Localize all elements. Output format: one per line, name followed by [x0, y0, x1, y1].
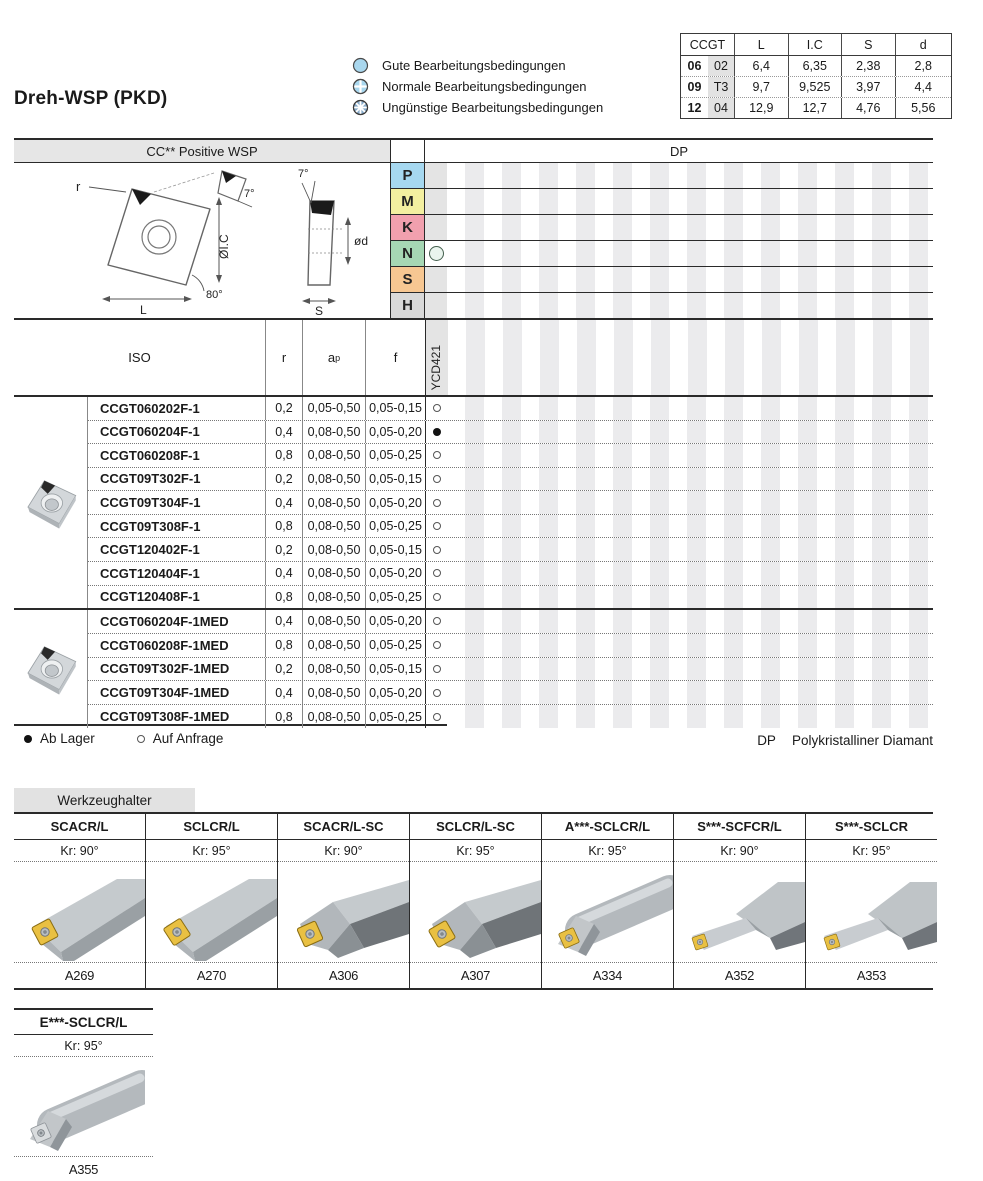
feed-value: 0,05-0,20: [365, 610, 425, 633]
cutting-depth-value: 0,08-0,50: [302, 586, 365, 609]
iso-class-row-p: [390, 163, 933, 189]
iso-class-letter: S: [390, 267, 425, 292]
toolholder-page-ref: A353: [856, 968, 887, 983]
iso-class-row-k: [390, 215, 933, 241]
insert-technical-drawing: [14, 163, 390, 318]
extra-toolholder-photo: [14, 1057, 153, 1157]
cutting-depth-value: 0,08-0,50: [302, 610, 365, 633]
toolholder-page-ref: A269: [64, 968, 95, 983]
empty-grade-columns: [447, 562, 933, 585]
dimension-table-header-row: [681, 34, 951, 56]
grade-suitability-cell: [425, 293, 447, 318]
value-s: 3,97: [842, 77, 896, 97]
page-title: Dreh-WSP (PKD): [14, 88, 168, 109]
dp-abbr: DP: [757, 733, 776, 748]
insert-designation: CCGT09T308F-1MED: [100, 709, 230, 725]
value-ic: 12,7: [789, 98, 843, 118]
empty-grade-columns: [447, 468, 933, 491]
insert-designation: CCGT060208F-1MED: [100, 637, 229, 653]
cutting-depth-value: 0,08-0,50: [302, 491, 365, 514]
availability-cell: [425, 634, 447, 657]
feed-value: 0,05-0,20: [365, 562, 425, 585]
cutting-tip-side: [310, 201, 334, 215]
size-code: 09: [687, 80, 702, 94]
iso-class-letter: M: [390, 189, 425, 214]
iso-class-section: [14, 163, 933, 320]
on-request-marker-icon: [433, 713, 441, 721]
dp-text: Polykristalliner Diamant: [791, 733, 933, 748]
corner-radius-value: 0,8: [265, 705, 302, 728]
toolholder-name: S***-SCLCR: [806, 814, 937, 840]
availability-cell: [425, 397, 447, 420]
value-d: 4,4: [914, 80, 932, 94]
label-rake-angle-front: 7°: [244, 188, 255, 200]
toolholder-kr-angle: Kr: 95°: [410, 840, 541, 862]
toolholder-name: SCACR/L-SC: [278, 814, 409, 840]
feed-value: 0,05-0,20: [365, 491, 425, 514]
toolholder-page-ref: A270: [196, 968, 227, 983]
insert-designation: CCGT09T304F-1MED: [100, 685, 230, 701]
column-header-ccgt: CCGT: [681, 34, 735, 55]
insert-designation: CCGT120404F-1: [100, 565, 200, 581]
feed-value: 0,05-0,25: [365, 705, 425, 728]
insert-group: [14, 397, 933, 610]
empty-grade-columns: [447, 444, 933, 467]
toolholder-column: [674, 814, 806, 988]
feed-value: 0,05-0,15: [365, 658, 425, 681]
feed-value: 0,05-0,25: [365, 634, 425, 657]
insert-group-rows: [88, 397, 933, 608]
thickness-code: 02: [708, 56, 735, 76]
corner-radius-value: 0,2: [265, 397, 302, 420]
iso-class-row-s: [390, 267, 933, 293]
feed-value: 0,05-0,15: [365, 397, 425, 420]
toolholder-photo: [146, 862, 277, 963]
toolholder-photo: [410, 862, 541, 963]
toolholders-table: [14, 812, 933, 990]
empty-grade-columns: [447, 397, 933, 420]
on-request-marker-icon: [433, 665, 441, 673]
empty-grade-columns: [447, 241, 933, 266]
availability-cell: [425, 491, 447, 514]
insert-row: [88, 562, 933, 586]
feed-value: 0,05-0,25: [365, 515, 425, 538]
corner-radius-value: 0,4: [265, 491, 302, 514]
grade-suitability-cell: [425, 267, 447, 292]
good-conditions-icon: [352, 57, 369, 74]
insert-designation: CCGT09T302F-1MED: [100, 661, 230, 677]
column-header-iso: ISO: [128, 350, 151, 365]
insert-row: [88, 515, 933, 539]
thickness-code: 04: [708, 98, 735, 118]
empty-grade-columns: [448, 320, 933, 395]
availability-cell: [425, 421, 447, 444]
corner-radius-value: 0,8: [265, 586, 302, 609]
in-stock-marker-icon: [433, 428, 441, 436]
toolholder-kr-angle: Kr: 95°: [542, 840, 673, 862]
cutting-depth-value: 0,08-0,50: [302, 444, 365, 467]
insert-designation: CCGT09T304F-1: [100, 495, 201, 511]
size-code: 12: [687, 101, 702, 115]
insert-photo: [14, 397, 88, 608]
feed-value: 0,05-0,15: [365, 538, 425, 561]
empty-grade-columns: [447, 293, 933, 318]
toolholder-name: S***-SCFCR/L: [674, 814, 805, 840]
corner-radius-value: 0,4: [265, 562, 302, 585]
insert-designation: CCGT060202F-1: [100, 400, 200, 416]
value-l: 12,9: [735, 98, 789, 118]
column-header-ic: I.C: [789, 34, 843, 55]
on-request-marker-icon: [433, 546, 441, 554]
grade-suitability-cell: [425, 215, 447, 240]
corner-radius-value: 0,4: [265, 421, 302, 444]
toolholder-kr-angle: Kr: 90°: [14, 840, 145, 862]
insert-row: [88, 468, 933, 492]
cutting-depth-value: 0,08-0,50: [302, 562, 365, 585]
availability-legend: [24, 731, 223, 746]
iso-class-letter: P: [390, 163, 425, 188]
value-d: 5,56: [911, 101, 936, 115]
iso-class-letter: K: [390, 215, 425, 240]
cutting-depth-value: 0,08-0,50: [302, 658, 365, 681]
toolholder-kr-angle: Kr: 95°: [146, 840, 277, 862]
unfavorable-conditions-icon: [352, 99, 369, 116]
toolholder-photo: [542, 862, 673, 963]
iso-class-row-m: [390, 189, 933, 215]
on-request-marker-icon: [433, 593, 441, 601]
corner-radius-value: 0,4: [265, 681, 302, 704]
empty-grade-columns: [447, 491, 933, 514]
value-l: 9,7: [735, 77, 789, 97]
condition-legend-item: [352, 57, 603, 73]
value-l: 6,4: [735, 56, 789, 76]
toolholder-column: [806, 814, 937, 988]
empty-grade-columns: [447, 515, 933, 538]
empty-grade-columns: [447, 610, 933, 633]
cutting-depth-value: 0,08-0,50: [302, 468, 365, 491]
corner-radius-value: 0,8: [265, 634, 302, 657]
iso-class-letter: N: [390, 241, 425, 266]
corner-radius-value: 0,2: [265, 658, 302, 681]
dp-group-header: DP: [669, 143, 689, 159]
column-header-grade: [425, 320, 448, 395]
insert-row: [88, 658, 933, 682]
dimension-table-row: [681, 56, 951, 77]
toolholder-kr-angle: Kr: 90°: [674, 840, 805, 862]
insert-designation: CCGT09T308F-1: [100, 518, 201, 534]
condition-label: Ungünstige Bearbeitungsbedingungen: [382, 99, 604, 115]
insert-row: [88, 610, 933, 634]
request-label: Auf Anfrage: [152, 731, 224, 746]
availability-cell: [425, 515, 447, 538]
toolholder-page-ref: A307: [460, 968, 491, 983]
grade-suitability-cell: [425, 241, 447, 266]
insert-row: [88, 586, 933, 609]
toolholder-page-ref: A352: [724, 968, 755, 983]
empty-grade-columns: [447, 705, 933, 728]
label-inscribed-circle: ØI.C: [217, 234, 231, 259]
corner-radius-value: 0,8: [265, 444, 302, 467]
insert-photo: [14, 610, 88, 728]
on-request-marker-icon: [433, 689, 441, 697]
empty-grade-columns: [447, 215, 933, 240]
toolholder-name: SCLCR/L-SC: [410, 814, 541, 840]
insert-columns-header: [14, 320, 933, 397]
insert-row: [88, 491, 933, 515]
value-ic: 6,35: [789, 56, 843, 76]
empty-grade-columns: [447, 163, 933, 188]
on-request-marker-icon: [433, 499, 441, 507]
insert-selection-table: [14, 138, 933, 726]
insert-family-header: CC** Positive WSP: [14, 140, 390, 162]
cutting-depth-value: 0,08-0,50: [302, 421, 365, 444]
iso-class-row-n: [390, 241, 933, 267]
value-s: 2,38: [842, 56, 896, 76]
value-d: 2,8: [914, 59, 932, 73]
column-header-l: L: [735, 34, 789, 55]
stock-legend-item: [24, 731, 95, 746]
insert-designation: CCGT120402F-1: [100, 542, 200, 558]
empty-grade-columns: [447, 586, 933, 609]
column-header-r: r: [265, 320, 302, 395]
column-header-f: f: [365, 320, 425, 395]
extra-toolholder-table: [14, 1008, 153, 1181]
toolholder-name: SCACR/L: [14, 814, 145, 840]
feed-value: 0,05-0,20: [365, 421, 425, 444]
insert-designation: CCGT060204F-1: [100, 424, 200, 440]
availability-cell: [425, 538, 447, 561]
corner-radius-value: 0,2: [265, 538, 302, 561]
dimension-table-row: [681, 77, 951, 98]
column-header-s: S: [842, 34, 896, 55]
insert-group-rows: [88, 610, 933, 728]
normal-conditions-icon: [352, 78, 369, 95]
insert-row: [88, 634, 933, 658]
insert-designation: CCGT120408F-1: [100, 589, 200, 605]
toolholder-column: [542, 814, 674, 988]
insert-designation: CCGT060208F-1: [100, 447, 200, 463]
cutting-depth-value: 0,05-0,50: [302, 397, 365, 420]
on-request-marker-icon: [433, 617, 441, 625]
request-marker-icon: [137, 735, 145, 743]
cutting-depth-value: 0,08-0,50: [302, 681, 365, 704]
toolholder-photo: [674, 862, 805, 963]
empty-grade-columns: [447, 538, 933, 561]
toolholder-column: [410, 814, 542, 988]
feed-value: 0,05-0,20: [365, 681, 425, 704]
insert-designation: CCGT060204F-1MED: [100, 613, 229, 629]
on-request-marker-icon: [433, 522, 441, 530]
toolholder-column: [278, 814, 410, 988]
column-header-ap: a p: [302, 320, 365, 395]
availability-cell: [425, 681, 447, 704]
extra-toolholder-kr: Kr: 95°: [14, 1035, 153, 1057]
availability-cell: [425, 586, 447, 609]
toolholder-kr-angle: Kr: 90°: [278, 840, 409, 862]
label-corner-angle: 80°: [206, 289, 223, 301]
label-clearance-angle: 7°: [298, 168, 309, 180]
grade-label-ycd421: YCD421: [429, 344, 443, 390]
extra-toolholder-name: E***-SCLCR/L: [14, 1010, 153, 1035]
toolholder-photo: [278, 862, 409, 963]
machining-conditions-legend: [352, 57, 603, 115]
toolholders-section-tab: Werkzeughalter: [14, 788, 195, 812]
insert-row: [88, 444, 933, 468]
cutting-depth-value: 0,08-0,50: [302, 634, 365, 657]
toolholder-page-ref: A306: [328, 968, 359, 983]
cutting-depth-value: 0,08-0,50: [302, 705, 365, 728]
cutting-depth-value: 0,08-0,50: [302, 538, 365, 561]
iso-class-letter: H: [390, 293, 425, 318]
insert-dimensions-table: [680, 33, 952, 119]
availability-cell: [425, 610, 447, 633]
empty-grade-columns: [447, 681, 933, 704]
condition-legend-item: [352, 78, 603, 94]
condition-legend-item: [352, 99, 603, 115]
availability-cell: [425, 468, 447, 491]
corner-radius-value: 0,8: [265, 515, 302, 538]
on-request-marker-icon: [433, 569, 441, 577]
toolholder-column: [14, 814, 146, 988]
header-gap-cell: [390, 140, 425, 162]
label-corner-radius: r: [76, 179, 81, 194]
on-request-marker-icon: [433, 475, 441, 483]
availability-cell: [425, 658, 447, 681]
insert-row: [88, 397, 933, 421]
availability-cell: [425, 562, 447, 585]
toolholder-kr-angle: Kr: 95°: [806, 840, 937, 862]
on-request-marker-icon: [433, 451, 441, 459]
feed-value: 0,05-0,25: [365, 444, 425, 467]
insert-row: [88, 681, 933, 705]
availability-cell: [425, 705, 447, 728]
extra-toolholder-page: A355: [68, 1161, 99, 1177]
insert-designation: CCGT09T302F-1: [100, 471, 201, 487]
label-thickness: S: [315, 304, 324, 318]
iso-class-row-h: [390, 293, 933, 318]
feed-value: 0,05-0,15: [365, 468, 425, 491]
cutting-depth-value: 0,08-0,50: [302, 515, 365, 538]
request-legend-item: [137, 731, 224, 746]
toolholder-photo: [806, 862, 937, 963]
column-header-d: d: [919, 37, 927, 52]
empty-grade-columns: [447, 634, 933, 657]
corner-radius-value: 0,2: [265, 468, 302, 491]
stock-label: Ab Lager: [40, 731, 95, 746]
stock-marker-icon: [24, 735, 32, 743]
toolholder-name: SCLCR/L: [146, 814, 277, 840]
label-hole-diameter: ød: [354, 234, 369, 248]
condition-label: Normale Bearbeitungsbedingungen: [382, 78, 587, 94]
dp-abbreviation-note: [757, 733, 933, 748]
label-edge-length: L: [140, 303, 147, 317]
empty-grade-columns: [447, 267, 933, 292]
size-code: 06: [687, 59, 702, 73]
grade-suitability-cell: [425, 189, 447, 214]
insert-group: [14, 610, 933, 728]
on-request-marker-icon: [433, 641, 441, 649]
condition-label: Gute Bearbeitungsbedingungen: [382, 57, 566, 73]
availability-cell: [425, 444, 447, 467]
insert-row: [88, 421, 933, 445]
on-request-marker-icon: [433, 404, 441, 412]
toolholder-column: [146, 814, 278, 988]
value-ic: 9,525: [789, 77, 843, 97]
selection-table-header: [14, 140, 933, 163]
dimension-table-row: [681, 98, 951, 118]
insert-row: [88, 538, 933, 562]
empty-grade-columns: [447, 421, 933, 444]
good-conditions-marker-icon: [429, 246, 444, 261]
toolholder-name: A***-SCLCR/L: [542, 814, 673, 840]
value-s: 4,76: [842, 98, 896, 118]
corner-radius-value: 0,4: [265, 610, 302, 633]
thickness-code: T3: [708, 77, 735, 97]
empty-grade-columns: [447, 189, 933, 214]
toolholder-page-ref: A334: [592, 968, 623, 983]
empty-grade-columns: [447, 658, 933, 681]
insert-row: [88, 705, 933, 728]
feed-value: 0,05-0,25: [365, 586, 425, 609]
grade-suitability-cell: [425, 163, 447, 188]
toolholder-photo: [14, 862, 145, 963]
